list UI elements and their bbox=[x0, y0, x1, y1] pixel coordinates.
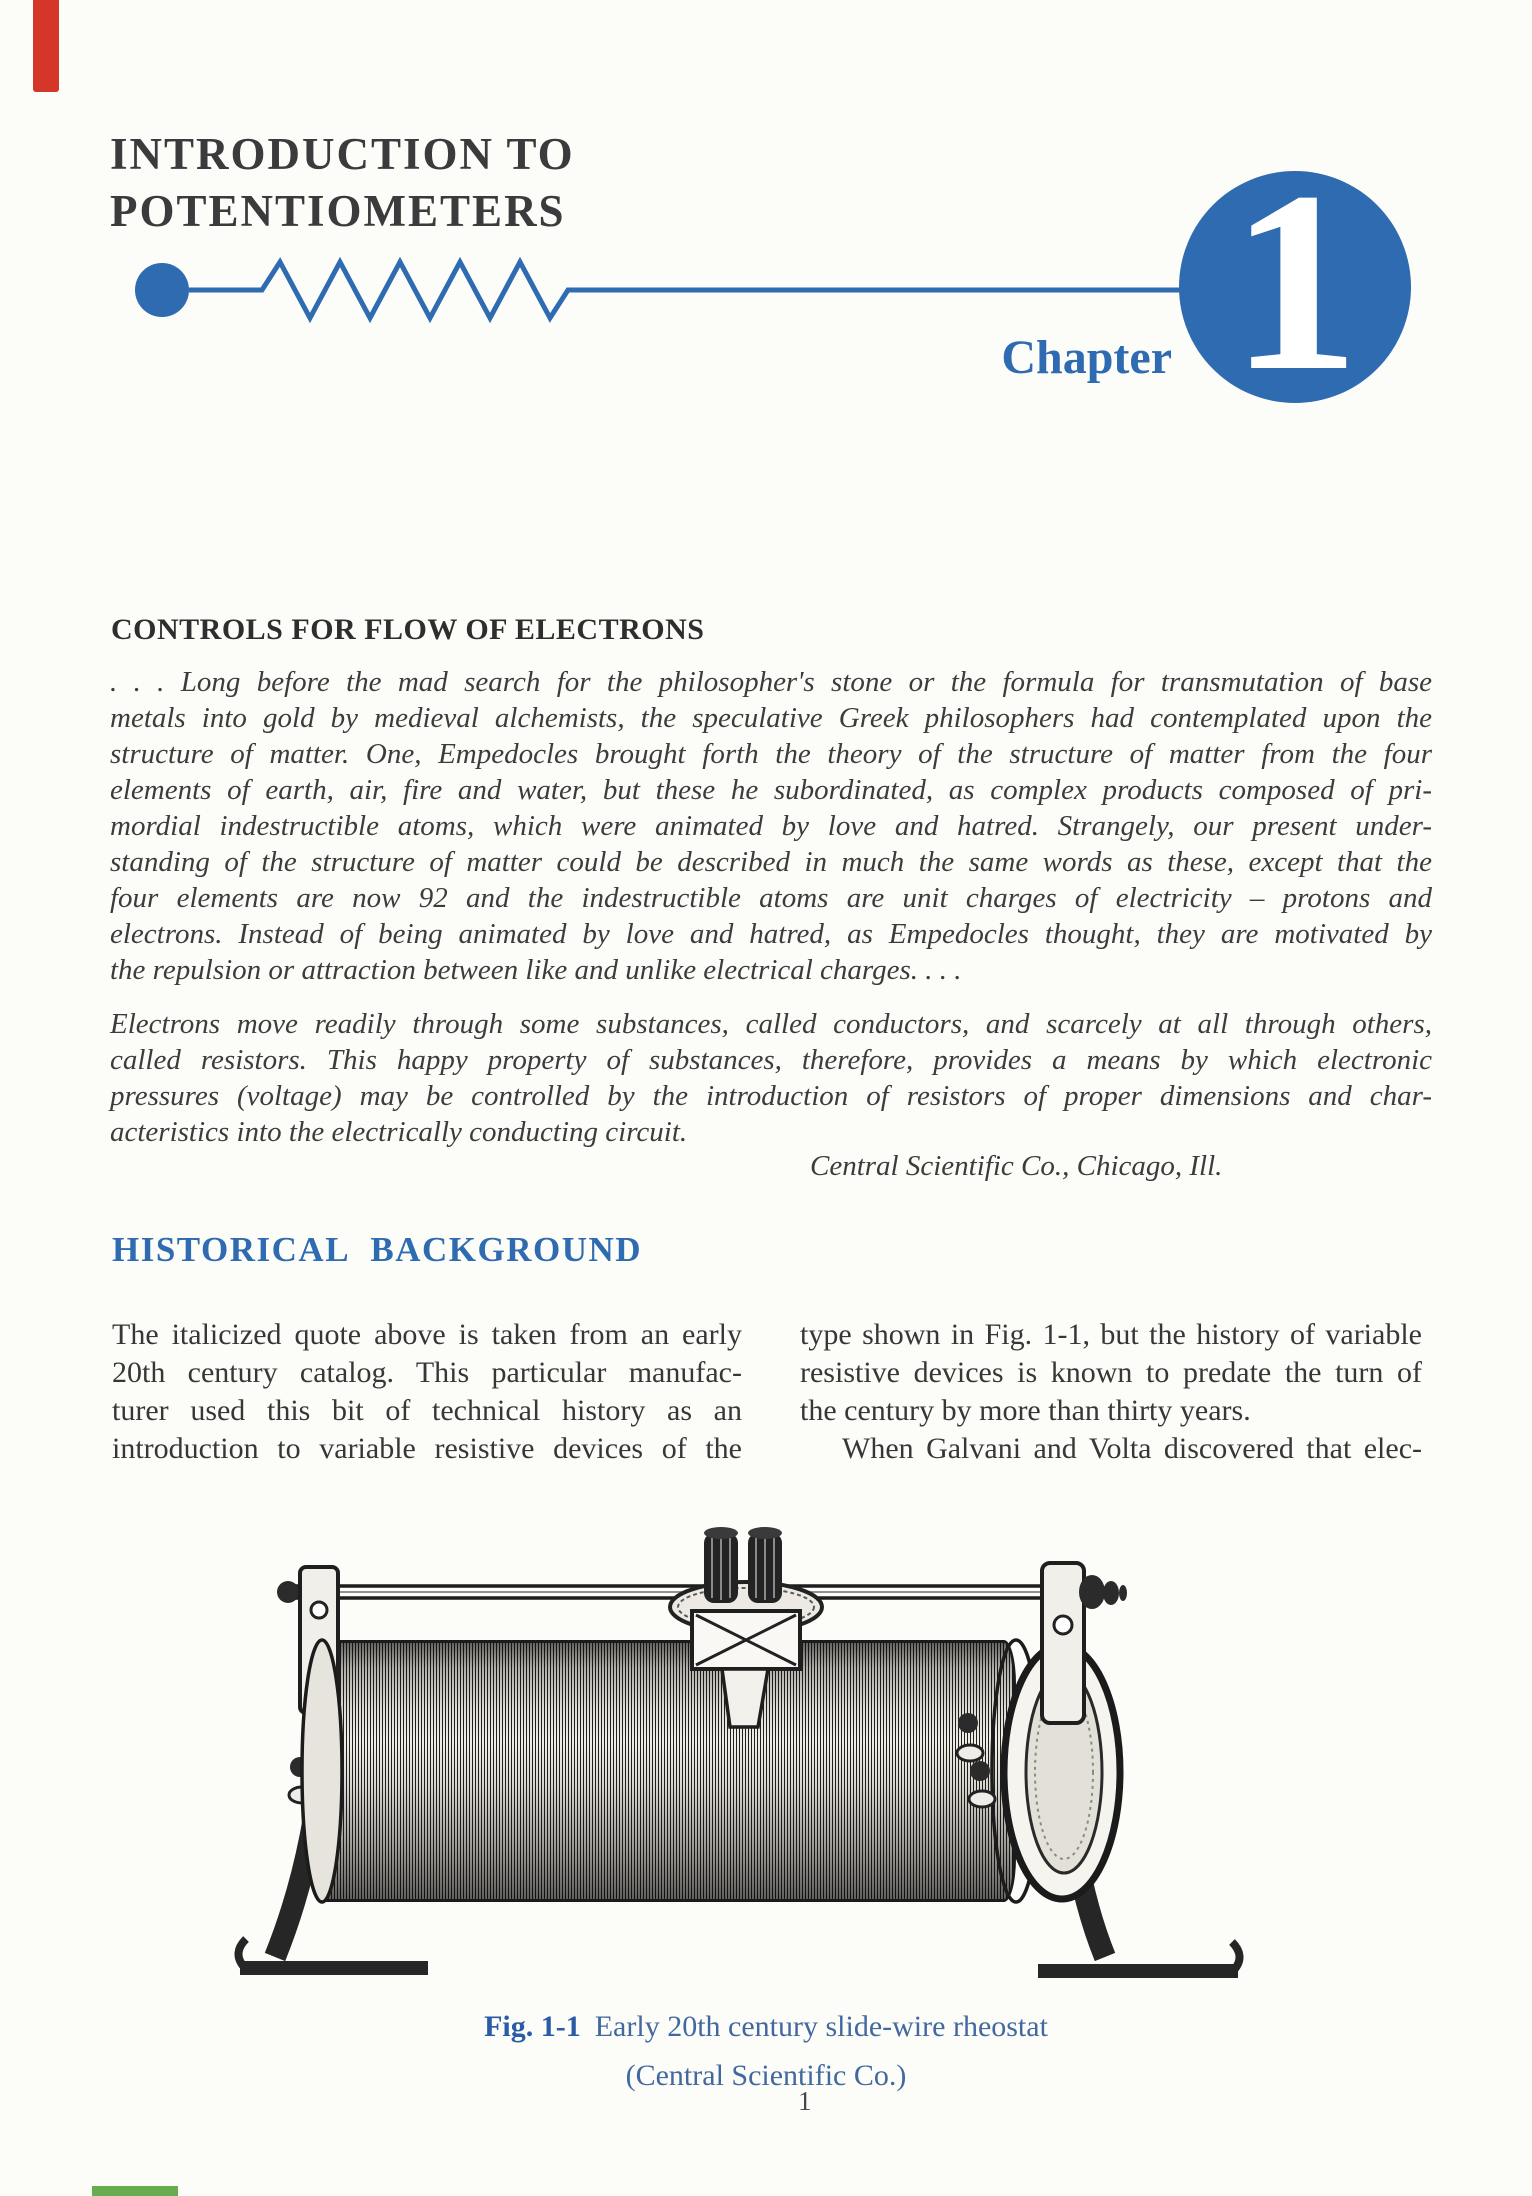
text-line: When Galvani and Volta discovered that elec- bbox=[842, 1432, 1422, 1465]
chapter-number: 1 bbox=[1230, 138, 1360, 424]
text-line: metals into gold by medieval alchemists, the speculative Greek philosophers had contemplated upon the bbox=[110, 702, 1432, 734]
section-heading-historical: HISTORICAL BACKGROUND bbox=[112, 1230, 643, 1269]
section-heading-controls: CONTROLS FOR FLOW OF ELECTRONS bbox=[111, 613, 705, 646]
text-line: Electrons move readily through some substances, called conductors, and scarcely at all through others, bbox=[110, 1008, 1432, 1040]
text-line: four elements are now 92 and the indestructible atoms are unit charges of electricity – protons and bbox=[110, 882, 1432, 914]
text-line: introduction to variable resistive devices of the bbox=[112, 1432, 742, 1465]
body-column-left bbox=[112, 1316, 742, 1468]
text-line: pressures (voltage) may be controlled by the introduction of resistors of proper dimensions and char- bbox=[110, 1080, 1432, 1112]
quote-paragraph-1 bbox=[110, 664, 1432, 988]
figure-1-1-illustration bbox=[230, 1505, 1260, 2005]
figure-caption-credit: (Central Scientific Co.) bbox=[625, 2059, 907, 2092]
text-line: The italicized quote above is taken from an early bbox=[112, 1318, 742, 1351]
body-column-right bbox=[800, 1316, 1422, 1468]
text-line: structure of matter. One, Empedocles brought forth the theory of the structure of matter from the four bbox=[110, 738, 1432, 770]
text-line: the repulsion or attraction between like and unlike electrical charges. . . . bbox=[110, 954, 962, 986]
figure-caption-title: Early 20th century slide-wire rheostat bbox=[594, 2010, 1048, 2043]
text-line: elements of earth, air, fire and water, but these he subordinated, as complex products composed of pri- bbox=[110, 774, 1432, 806]
quote-paragraph-2 bbox=[110, 1006, 1432, 1150]
text-line: the century by more than thirty years. bbox=[800, 1394, 1251, 1427]
chapter-title-line2: POTENTIOMETERS bbox=[110, 186, 566, 236]
text-line: called resistors. This happy property of substances, therefore, provides a means by which electronic bbox=[110, 1044, 1432, 1076]
chapter-word: Chapter bbox=[1001, 331, 1172, 384]
text-line: type shown in Fig. 1-1, but the history of variable bbox=[800, 1318, 1422, 1351]
text-line: electrons. Instead of being animated by love and hatred, as Empedocles thought, they are motivated by bbox=[110, 918, 1432, 950]
text-line: 20th century catalog. This particular manufac- bbox=[112, 1356, 742, 1389]
page-number: 1 bbox=[798, 2086, 812, 2116]
figure-caption bbox=[0, 2002, 1532, 2100]
text-line: resistive devices is known to predate the turn of bbox=[800, 1356, 1422, 1389]
resistor-symbol-icon bbox=[110, 252, 1182, 328]
text-line: turer used this bit of technical history as an bbox=[112, 1394, 742, 1427]
text-line: acteristics into the electrically conducting circuit. bbox=[110, 1116, 688, 1148]
figure-caption-label: Fig. 1-1 bbox=[484, 2010, 581, 2043]
text-line: mordial indestructible atoms, which were animated by love and hatred. Strangely, our present under- bbox=[110, 810, 1432, 842]
chapter-number-badge bbox=[1179, 138, 1411, 424]
text-line: . . . Long before the mad search for the philosopher's stone or the formula for transmutation of base bbox=[110, 666, 1432, 698]
figure-caption-line1 bbox=[0, 2002, 1532, 2051]
scan-mark-green bbox=[92, 2186, 178, 2196]
chapter-title-line1: INTRODUCTION TO bbox=[110, 129, 575, 179]
scan-mark-red bbox=[33, 0, 59, 92]
chapter-title bbox=[110, 126, 575, 240]
rheostat-drawing bbox=[230, 1505, 1260, 2005]
text-line: standing of the structure of matter could be described in much the same words as these, except that the bbox=[110, 846, 1432, 878]
quote-attribution: Central Scientific Co., Chicago, Ill. bbox=[810, 1150, 1223, 1182]
